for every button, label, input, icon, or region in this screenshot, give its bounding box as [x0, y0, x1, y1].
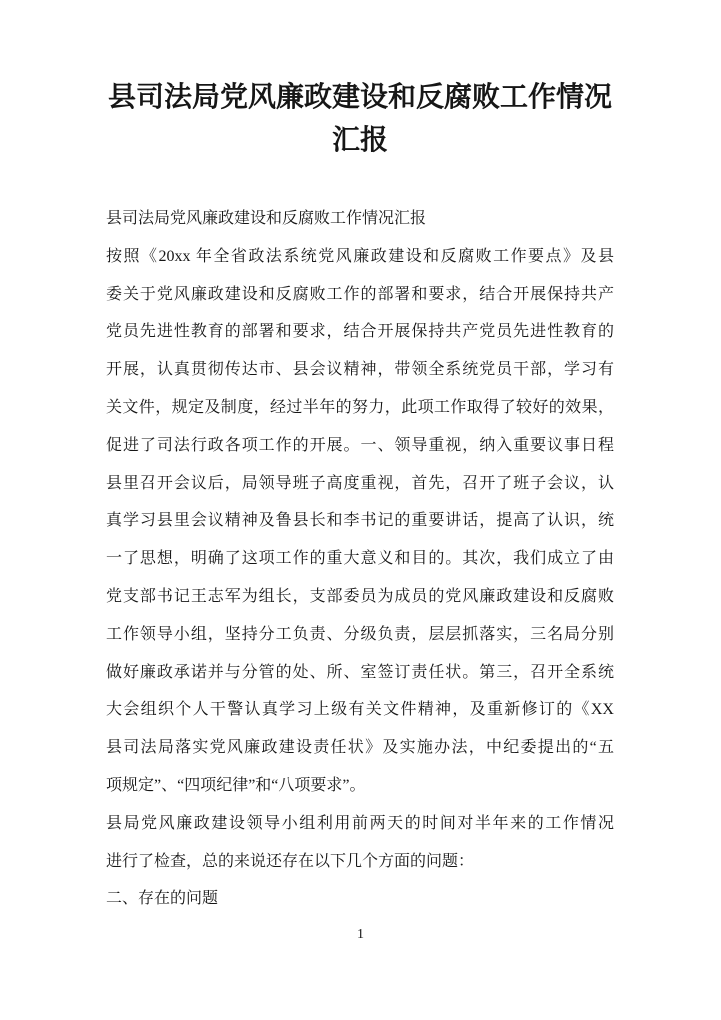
body-line: 县局党风廉政建设领导小组利用前两天的时间对半年来的工作情况 [106, 814, 614, 832]
body-line: 二、存在的问题 [106, 890, 219, 908]
body-line: 促进了司法行政各项工作的开展。一、领导重视，纳入重要议事日程 [106, 436, 614, 454]
body-line: 县司法局落实党风廉政建设责任状》及实施办法，中纪委提出的“五 [106, 739, 614, 757]
body-line: 做好廉政承诺并与分管的处、所、室签订责任状。第三，召开全系统 [106, 663, 614, 681]
body-line: 党员先进性教育的部署和要求，结合开展保持共产党员先进性教育的 [106, 323, 614, 341]
body-line: 委关于党风廉政建设和反腐败工作的部署和要求，结合开展保持共产 [106, 285, 614, 303]
body-line: 工作领导小组，坚持分工负责、分级负责，层层抓落实，三名局分别 [106, 625, 614, 643]
body-line: 大会组织个人干警认真学习上级有关文件精神，及重新修订的《XX [106, 701, 614, 719]
body-line: 按照《20xx 年全省政法系统党风廉政建设和反腐败工作要点》及县 [106, 247, 614, 265]
body-line: 县里召开会议后，局领导班子高度重视，首先，召开了班子会议，认 [106, 474, 614, 492]
body-line: 开展，认真贯彻传达市、县会议精神，带领全系统党员干部，学习有 [106, 361, 614, 379]
document-title-line-1: 县司法局党风廉政建设和反腐败工作情况 [107, 82, 612, 113]
document-body [106, 200, 614, 918]
body-line: 真学习县里会议精神及鲁县长和李书记的重要讲话，提高了认识，统 [106, 512, 614, 530]
body-line: 一了思想，明确了这项工作的重大意义和目的。其次，我们成立了由 [106, 550, 614, 568]
document-title [106, 76, 614, 162]
body-line: 项规定”、“四项纪律”和“八项要求”。 [106, 776, 366, 794]
body-line: 关文件，规定及制度，经过半年的努力，此项工作取得了较好的效果， [106, 398, 614, 416]
page-number: 1 [357, 927, 364, 942]
body-line: 进行了检查，总的来说还存在以下几个方面的问题： [106, 852, 475, 870]
body-line: 党支部书记王志军为组长，支部委员为成员的党风廉政建设和反腐败 [106, 587, 614, 605]
body-line: 县司法局党风廉政建设和反腐败工作情况汇报 [106, 210, 427, 227]
document-title-line-2: 汇报 [331, 125, 388, 156]
